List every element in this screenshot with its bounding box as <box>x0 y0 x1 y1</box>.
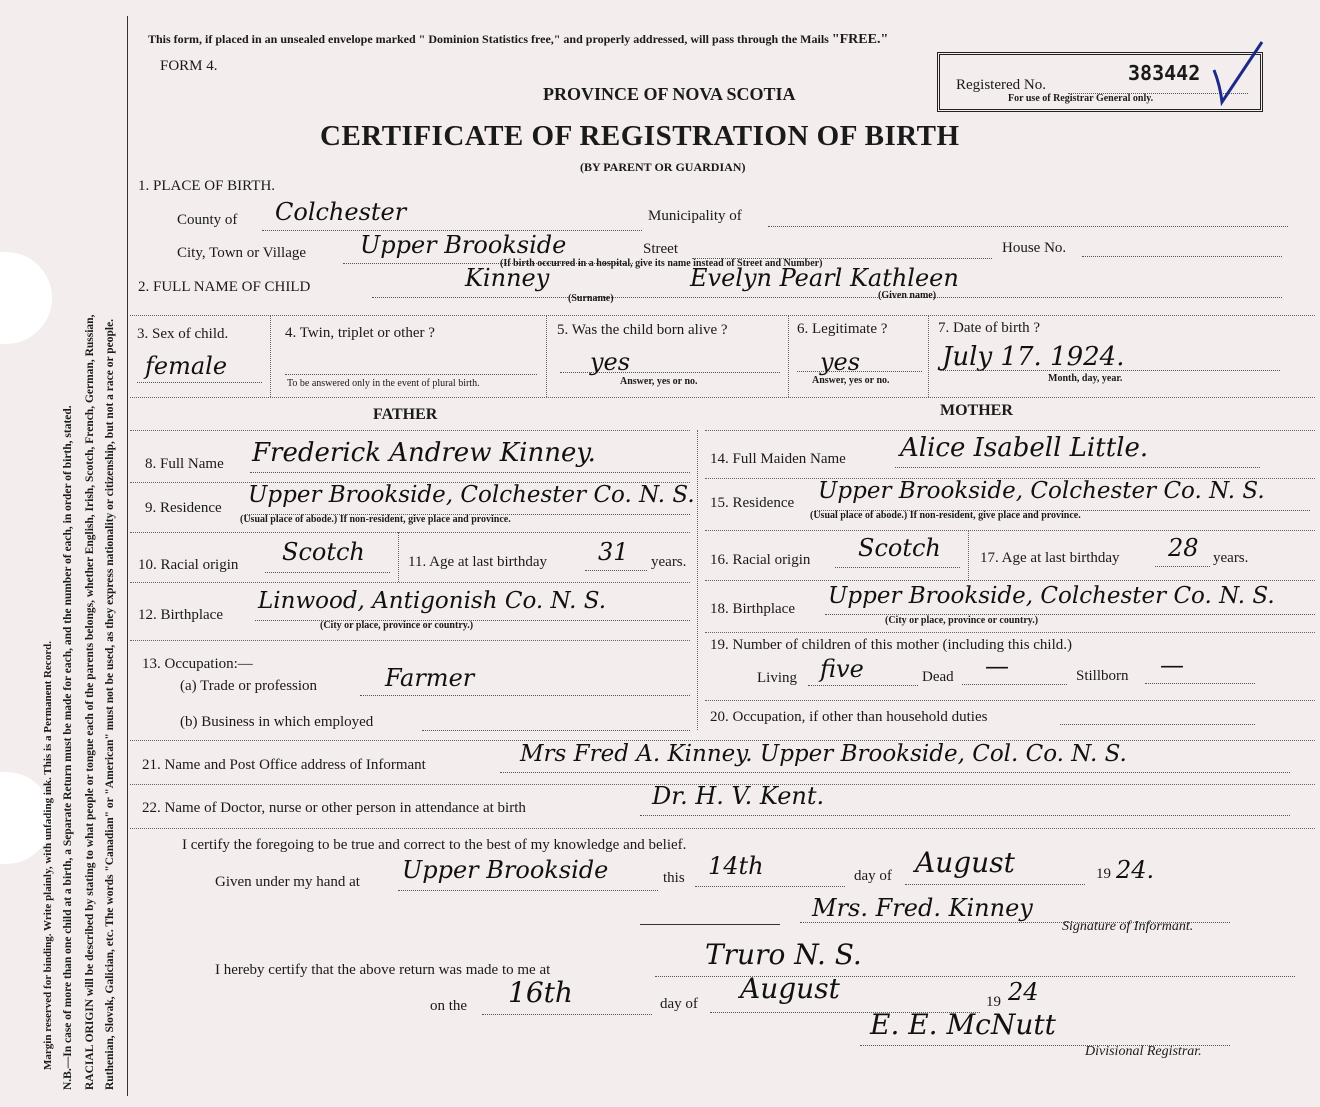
year-prefix: 19 <box>1096 866 1111 882</box>
mother-birthplace-label: 18. Birthplace <box>710 601 795 617</box>
father-name-value: Frederick Andrew Kinney. <box>252 438 596 468</box>
legitimate-note: Answer, yes or no. <box>812 375 890 386</box>
father-name-label: 8. Full Name <box>145 456 224 472</box>
alive-note: Answer, yes or no. <box>620 376 698 387</box>
father-age-value: 31 <box>598 538 629 566</box>
full-name-label: 2. FULL NAME OF CHILD <box>138 279 311 295</box>
mother-age-years: years. <box>1213 550 1249 566</box>
divider <box>546 315 547 397</box>
divider <box>705 530 1315 531</box>
month-value: August <box>915 846 1015 879</box>
hereby-text: I hereby certify that the above return was made to me at <box>215 962 551 978</box>
given-name-value: Evelyn Pearl Kathleen <box>690 264 959 292</box>
father-residence-label: 9. Residence <box>145 500 222 516</box>
margin-note-4: Ruthenian, Slovak, Galician, etc. The words "Canadian" or "American" must not be used, as they express nationality or citizenship, but not a race or people. <box>104 318 116 1090</box>
year-value: 24. <box>1116 856 1155 884</box>
form-border <box>127 16 128 1096</box>
page-title: CERTIFICATE OF REGISTRATION OF BIRTH <box>320 120 960 152</box>
dead-label: Dead <box>922 669 954 685</box>
registered-number: 383442 <box>1128 61 1201 85</box>
check-mark <box>1210 40 1270 110</box>
divider <box>705 700 1315 701</box>
father-residence-note: (Usual place of abode.) If non-resident, give place and province. <box>240 514 511 525</box>
divider <box>130 315 1315 316</box>
place-of-birth-label: 1. PLACE OF BIRTH. <box>138 178 276 194</box>
mother-occupation-line <box>1060 724 1255 725</box>
stillborn-value: — <box>1160 651 1184 679</box>
divider <box>705 632 1315 633</box>
divider <box>130 430 690 431</box>
registrar-signature: E. E. McNutt <box>870 1008 1056 1041</box>
certify-text: I certify the foregoing to be true and correct to the best of my knowledge and belief. <box>182 837 687 853</box>
year-prefix-2: 19 <box>986 994 1001 1010</box>
mother-name-label: 14. Full Maiden Name <box>710 451 846 467</box>
mother-name-value: Alice Isabell Little. <box>900 433 1149 463</box>
dob-label: 7. Date of birth ? <box>938 320 1041 336</box>
made-at-value: Truro N. S. <box>705 938 862 971</box>
mother-age-value: 28 <box>1168 534 1199 562</box>
mother-age-label: 17. Age at last birthday <box>980 550 1120 566</box>
occupation-label: 13. Occupation:— <box>142 656 253 672</box>
divider <box>130 640 690 641</box>
trade-value: Farmer <box>385 664 475 692</box>
father-age-years: years. <box>651 554 687 570</box>
margin-note-2: N.B.—In case of more than one child at a birth, a Separate Return must be made for each, and the number of each, in order of birth, stated. <box>62 405 74 1090</box>
dead-line <box>962 684 1067 685</box>
legitimate-label: 6. Legitimate ? <box>797 321 888 337</box>
mother-residence-note: (Usual place of abode.) If non-resident, give place and province. <box>810 510 1081 521</box>
divider <box>130 397 1315 398</box>
form-number: FORM 4. <box>160 58 218 74</box>
mother-race-value: Scotch <box>858 534 941 562</box>
divider <box>270 315 271 397</box>
house-no-line <box>1082 256 1282 257</box>
dob-line <box>940 370 1280 371</box>
mother-occupation-label: 20. Occupation, if other than household duties <box>710 709 988 725</box>
municipality-line <box>768 226 1288 227</box>
registrar-caption: Divisional Registrar. <box>1085 1044 1202 1059</box>
dead-value: — <box>985 652 1009 680</box>
punch-hole <box>0 252 52 344</box>
given-at-value: Upper Brookside <box>402 856 609 884</box>
month-line <box>905 884 1085 885</box>
trade-line <box>360 695 690 696</box>
registered-label: Registered No. <box>956 77 1046 93</box>
alive-line <box>560 372 780 373</box>
mother-race-line <box>835 567 960 568</box>
dob-note: Month, day, year. <box>1048 373 1123 384</box>
given-name-caption: (Given name) <box>878 290 937 301</box>
this-label: this <box>663 870 685 886</box>
mother-name-line <box>895 467 1260 468</box>
full-name-line <box>372 297 1282 298</box>
living-label: Living <box>757 670 797 686</box>
father-name-line <box>250 472 690 473</box>
living-line <box>808 685 918 686</box>
signature-caption: Signature of Informant. <box>1062 919 1194 934</box>
divider <box>130 532 690 533</box>
divider <box>705 430 1315 431</box>
informant-signature: Mrs. Fred. Kinney <box>812 894 1033 922</box>
informant-value: Mrs Fred A. Kinney. Upper Brookside, Col. Co. N. S. <box>520 741 1127 767</box>
municipality-label: Municipality of <box>648 208 742 224</box>
margin-note-3: RACIAL ORIGIN will be described by stating to what people or tongue each of the parents belongs, whether English, Irish, Scotch, French, German, Russian, <box>84 314 96 1090</box>
twin-label: 4. Twin, triplet or other ? <box>285 325 435 341</box>
father-race-line <box>265 572 390 573</box>
divider <box>130 828 1315 829</box>
mother-race-label: 16. Racial origin <box>710 552 811 568</box>
province-heading: PROVINCE OF NOVA SCOTIA <box>543 84 796 104</box>
county-label: County of <box>177 212 238 228</box>
on-day-line <box>482 1014 652 1015</box>
mother-residence-label: 15. Residence <box>710 495 795 511</box>
sex-label: 3. Sex of child. <box>137 326 229 342</box>
living-value: five <box>820 655 864 683</box>
column-divider <box>697 430 698 730</box>
mother-residence-value: Upper Brookside, Colchester Co. N. S. <box>818 478 1265 504</box>
alive-value: yes <box>590 348 631 376</box>
father-residence-value: Upper Brookside, Colchester Co. N. S. <box>248 482 695 508</box>
on-month-value: August <box>740 972 840 1005</box>
on-year-value: 24 <box>1008 978 1039 1006</box>
stillborn-label: Stillborn <box>1076 668 1129 684</box>
signature-rule <box>640 924 780 925</box>
margin-note-1: Margin reserved for binding. Write plainly, with unfading ink. This is a Permanent Record. <box>42 641 54 1070</box>
given-at-label: Given under my hand at <box>215 874 360 890</box>
alive-label: 5. Was the child born alive ? <box>557 322 728 338</box>
mother-age-line <box>1155 566 1210 567</box>
sex-value: female <box>145 352 228 380</box>
surname-caption: (Surname) <box>568 293 614 304</box>
informant-line <box>500 772 1290 773</box>
legitimate-value: yes <box>820 348 861 376</box>
informant-label: 21. Name and Post Office address of Informant <box>142 757 426 773</box>
doctor-value: Dr. H. V. Kent. <box>652 782 825 810</box>
children-label: 19. Number of children of this mother (including this child.) <box>710 637 1073 653</box>
twin-note: To be answered only in the event of plural birth. <box>287 378 480 389</box>
this-day-value: 14th <box>708 852 764 880</box>
county-value: Colchester <box>275 198 407 226</box>
business-line <box>422 730 690 731</box>
divider <box>398 532 399 582</box>
father-age-label: 11. Age at last birthday <box>408 554 547 570</box>
divider <box>928 315 929 397</box>
divider <box>130 582 690 583</box>
father-birthplace-value: Linwood, Antigonish Co. N. S. <box>258 588 607 614</box>
hospital-note: (If birth occurred in a hospital, give its name instead of Street and Number) <box>500 258 823 269</box>
on-day-value: 16th <box>508 976 573 1009</box>
surname-value: Kinney <box>465 264 550 292</box>
business-label: (b) Business in which employed <box>180 714 374 730</box>
father-race-label: 10. Racial origin <box>138 557 239 573</box>
day-of-label-2: day of <box>660 996 698 1012</box>
mail-notice: This form, if placed in an unsealed envelope marked " Dominion Statistics free," and properly addressed, will pass through the Mails "FREE." <box>148 32 889 47</box>
divider <box>705 580 1315 581</box>
on-the-label: on the <box>430 998 468 1014</box>
city-value: Upper Brookside <box>360 231 567 259</box>
father-birthplace-label: 12. Birthplace <box>138 607 223 623</box>
mother-birthplace-note: (City or place, province or country.) <box>885 615 1039 626</box>
legitimate-line <box>797 371 922 372</box>
house-no-label: House No. <box>1002 240 1067 256</box>
page-subtitle: (BY PARENT OR GUARDIAN) <box>580 160 746 174</box>
father-age-line <box>585 570 647 571</box>
street-label: Street <box>643 241 678 257</box>
city-label: City, Town or Village <box>177 245 307 261</box>
divider <box>788 315 789 397</box>
divider <box>968 530 969 580</box>
stillborn-line <box>1145 683 1255 684</box>
trade-label: (a) Trade or profession <box>180 678 318 694</box>
mother-birthplace-value: Upper Brookside, Colchester Co. N. S. <box>828 583 1275 609</box>
father-heading: FATHER <box>373 406 438 423</box>
this-day-line <box>695 886 845 887</box>
doctor-label: 22. Name of Doctor, nurse or other person in attendance at birth <box>142 800 526 816</box>
given-at-line <box>398 890 658 891</box>
father-birthplace-note: (City or place, province or country.) <box>320 620 474 631</box>
twin-line <box>285 374 537 375</box>
sex-line <box>137 382 262 383</box>
doctor-line <box>640 815 1290 816</box>
registered-note: For use of Registrar General only. <box>1008 93 1154 104</box>
dob-value: July 17. 1924. <box>942 342 1125 372</box>
mother-heading: MOTHER <box>940 402 1013 419</box>
father-race-value: Scotch <box>282 538 365 566</box>
day-of-label: day of <box>854 868 892 884</box>
